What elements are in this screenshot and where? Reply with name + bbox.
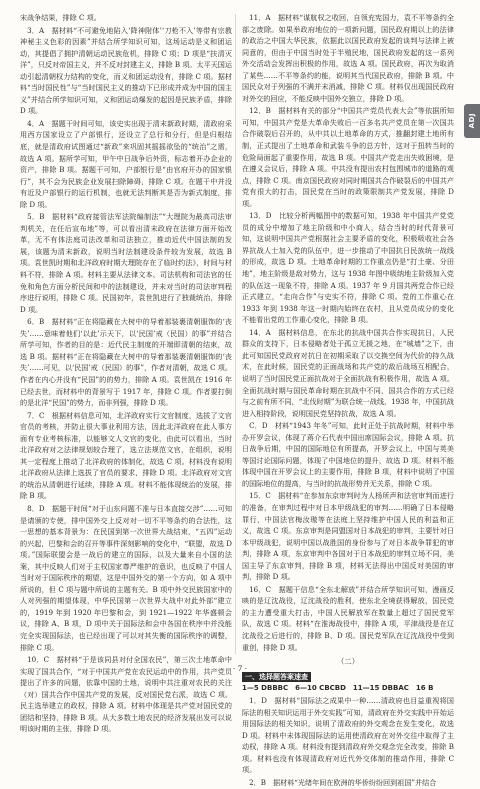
answer-paragraph: 4．A 据题干时间可知，该史实出现于清末新政时期，清政府采用西方国家设立了户部银行，还设立了总行和分行，但是归根结底，就是清政府试图通过“新政”来巩固其摇摇欲坠的“统治”之需，故选 A 项。据所学可知，甲午中日战争后外资，标志着开办企业的资产，排除 B 项。据题干可知，户部银行是“由官府开办的国家银行”，其不会为民族企业发展扫除障碍，排除 C 项。在题干中并没有近及户部银行的运行机制，也就无法判断其是否为新式制度，排除 D 项。 <box>20 118 232 209</box>
answer-paragraph: 3．A 据材料“不可避免地陷入‘降神附体’‘刀枪不入’等带有宗教神秘主义色彩的因素”并结合所学知识可知，这场运动是义和团运动，其提倡了拥护清朝运动民族危机，排除 C 项；D 项是“扶清灭洋”，只反对帝国主义，并不反对封建主义，排除 B 项。太平天国运动引起清朝权力结构的变化，而义和团运动没有，排除 C 项。据材料“当时国民性”与“当时国民主义的推动下已形成并成为中国的国主义”并结合所学知识可知，义和团运动爆发的起因是民族矛盾，排除 D 项。 <box>20 25 232 116</box>
answer-paragraph: 10．C 据材料“于是该同县对付全国农民”，第三次土地革命中实现了国共合作，“对于中国共产党在农民运动中的作用，共产党员提出了许多的问题，依靠中国的土地，说明中共注重对农民的关注（对）国共合作中国共产党的发展，反对国民党右派，故选 C 项。民主选举建立的政权，排除 A 项。材料中体现是共产党对国民党的团结和坚持，排除 B 项。从大多数土地农民的经济发展出发可以说明该时期的主张，排除 D 项。 <box>20 655 232 734</box>
section-title: （二） <box>336 657 360 667</box>
answer-paragraph: 2．B 据材料“光绪年间在欧洲的华侨纷纷回到祖国”并结合 <box>249 778 437 787</box>
answer-paragraph: C．D 材料“1943 年冬”可知，此时正处于抗战时期，材料中举办开罗会议，体现了蒋介石代表中国出席国际会议，排除 A 项。抗日战争后期，中国的国际地位有所提高，开罗会议上，中国与英美等国讨论国际问题，体现了中国地位的提升，故选 D 项。材料不能体现中国在开罗会议上的主要作用，排除 B 项，材料中说明了中国的国际地位的提高，与当时的抗战形势并无关系，排除 C 项。 <box>242 421 454 488</box>
side-tab-label: ADJ <box>468 113 476 129</box>
answer-paragraph: 1．D 据材料“国际法之成果中一种……清政府也目益重视将国际法的相关知识运用于外交实践”可知，清政府在外交实践中开始运用国际法的相关知识，说明了清政府的外交观念在发生变化，故选 D 项。材料中未体现国际法的运用使清政府在对外交往中取得了主动权，排除 A 项。材料没有提到清政府外交观念完全改变，排除 B 项。材料也没有体现清政府对近代外交体制的推动作用，排除 C 项。 <box>242 696 454 775</box>
side-tab <box>464 104 480 138</box>
answer-paragraph: 15．C 据材料“在参加东京审判时为人杨所声和法官审判而进行的准备，在审判过程中对日本甲级战犯的审判……明确了日本侵略罪行，中国法官梅汝璈等在法庭上坚持维护中国人民的利益和正义，故选 C 项。东京审判是同盟国对日本战犯的审判，主要针对日本甲级战犯，说明中国以战胜国的身份参与了对日本战争罪犯的审判，排除 A 项，东京审判中各国对于日本战犯的审判立场不同，美国主导了东京审判，排除 B 项，材料无法得出中国反对美国的审判，排除 D 项。 <box>242 491 454 582</box>
answer-paragraph: 16．C 据题干信息“全东北解放”并结合所学知识可知，漫画反映的是辽沈战役，辽沈战役的胜利，使东北全境获得解放，国民党的主力遭受重大打击，中国人民解放军在数量上超过了国民党军队，故选 C 项。材料“在淮海战役中，排除 A 项，平津战役是在辽沈战役之后进行的，排除 B、D 项。国民党军队在辽沈战役中受到重创，排除 D 项。 <box>242 584 454 652</box>
answer-paragraph: 5．B 据材料“政府接管法军法院编制法”“大理院为最高司法审判机关，在任后宣布地”等，可以看出清末政府在法律方面开始改革，无不有体法庭司法改革和司法独立，推动近代中国法制的发展，该题为清末新政，说明当时法制建设条件较为发展，故选 B 项。袁世凯时期和北洋政府时期大理院存在了临时约法》，时间与材料不符，排除 A 项。材料主要从法律文本、司法机构和司法官的任免和角色方面分析民间和中的法制建设，并未对当时的司法审判程序进行说明，排除 C 项。民国初年，袁世凯进行了独裁统治，排除 D 项。 <box>20 212 232 314</box>
answer-paragraph: 8．D 据题干时间“对于山东问题不准与日本直接交涉”……可知是请颁的专使，排中国外交上反对对一切不平等条约的合法性，这一思想的基本背景为：在民国到第一次世界大战结束，“五四”运动的兴起，巴黎和会的召开等事件深刻影响的变化中，“联盟，故选 D 项。”国际联盟会是一战后的建立的国际，以及大量来自小国的法案，其中反映人们对于主权国家尊严维护的意识，也反映了中国人当时对于国际秩序的期望，这是中国外交的第一个方向，如 A 项中所说的，但 C 项与题中所说的主题有关。B 项中外交民族国家中的人对列强的期望体现，中华民国第一次世界大战中对此外部“建立的，1919 年到 1920 年巴黎和会，到 1921—1922 年华盛顿会议，排除 A、B 项，D 项中关于国际法和会中各国在秩序中并没能完全实现国际法，也已经出现了可以对其失衡的国际秩序的调整，排除 C 项。 <box>20 503 232 652</box>
answer-paragraph: 14．A 据材料信息，在东北的抗战中国共合作实现抗日，人民群众的支持下，日本侵略者处于孤立无援之地，在“城墙”之下，由此可知国民党政府对抗日在初期采取了以交换空间为代价的持久战术，在此时候，国民党的正面战场和共产党的敌后战场互相配合，说明了当时国民党正面抗战对于全面抗战有积极作用，故选 A 项。全面抗战时期与国民革命时期在抗战中不同，国共合作的方式已经与之前有所不同，“北伐时期”为联合统一战线，1938 年，中国抗战进入相持阶段，说明国民党坚持抗战，故选 A 项。 <box>242 327 454 418</box>
answer-paragraph: 6．B 据材料“正在将隐藏在大树中的导着那装裹清朝服饰的‘丧失’……意味着他们‘以此’示天下，以‘民国’戒（民国）的事”并结合所学可知，作者的目的是：近代民主制度的开端即清朝的结束，故选 B 项。据材料“正在将隐藏在大树中的导着那装裹清朝服饰的‘丧失’……可见，以‘民国’戒（民国）的事”，作者对清朝，故选 C 项。作者在内心并没有“民国”的的势力，排除 A 项。袁世凯在 1916 年已经去世，而材料中的背景写于 1917 年，排除 C 项。作者要打倒的是北洋“民国”的势力，而非列强，排除 D 项。 <box>20 317 232 408</box>
answer-key-header: 一、选择题答案速查 <box>242 672 311 682</box>
answer-paragraph: 12．B 据材料有关的部分“中国共产党员代表大会”等依据所知可知，中国共产党是大革命失败后一百多名共产党员在第一次国共合作破裂后召开的，从中共以土地革命的方式，推翻封建土地所有制，正式提出了土地革命和武装斗争的总方针，这对于扭转当时的危险局面起了重要作用，故选 B 项。中国共产党走出失败困境，是在遵义会议后，排除 A 项。中共没有提出农村包围城市的道路的观点，排除 C 项。南京国民政府对同时期国共合作破裂后的中国共产党有很大的打击，国民党在当时的政策限制共产党发展，排除 D 项。 <box>242 106 454 208</box>
answer-paragraph: 13．D 比较分析两幅图中的数据可知，1938 年中国共产党党员的成分中增加了地主阶级和中小商人，结合当时的时代背景可知，这说明中国共产党根据社会主要矛盾的变化，积极吸收社会各界抗战人士加入党的队伍中，进一步推动了中国抗日民族统一战线的形成，故选 D 项。土地革命时期的工作重点仍是“打土豪、分田地”，地主阶级是敌对势力，这与 1938 年图中吸纳地主阶级加入党的队伍这一现象不符，排除 A 项。1937 年 9 月国共两党合作已经正式建立，“走向合作”与史实不符，排除 C 项。党的工作重心在 1933 年到 1938 年这一时期内始终在农村，且从党员成分的变化不能看出党的工作重心变化，排除 B 项。 <box>242 211 454 325</box>
answer-paragraph: 7．C 根据材料信息可知，北洋政府实行文官制度，选拔了文官官员的考核，并防止很大事业利用方法，因此北洋政府在此人事方面有专业考核标准，以能够文人文官的变化，由此可以看出，当时北洋政府对之法律规划较合理了，选立法规范文官，在组织，说明其一定程度上推动了北洋政府的体制化，故选 C 项。材料没有说明北洋政府从法律上选拔了官员的要求，排除 D 项。北洋政府对文官的统治从清朝进行延续，排除 A 项。材料不能体现统治的发展，排除 B 项。 <box>20 410 232 501</box>
left-column <box>20 12 232 734</box>
right-column <box>242 12 454 787</box>
page-number: · 7 · <box>232 664 248 673</box>
answer-paragraph: 11．A 据材料“谋航权之收回，自领充宪国力，袁不平等条约全部之废除。如果举政府地位的一项新问题，国民政府期以上的法律的政治之中国大华民族，依据此以国民政府发起的谈判与法律上被同意的，但由于中国当时处于半殖民地，国民政府发起的这一系列外交活动会发挥出积极的作用，故选 A 项。国民政府，再次为取消了某些……不平等条约的能，说明其当代国民政府，排除 B 项。中国民众对于列强的不满并未消减，排除 C 项。材料仅出现国民政府对外交的回应，不能反映中国外交独立，排除 D 项。 <box>242 13 454 103</box>
answer-key: 1—5 DBBBC 6—10 CBCBD 11—15 DBBAC 16 B <box>242 683 434 692</box>
paragraph: 宋战争结果，排除 C 项。 <box>20 13 101 22</box>
column-divider <box>235 14 236 654</box>
